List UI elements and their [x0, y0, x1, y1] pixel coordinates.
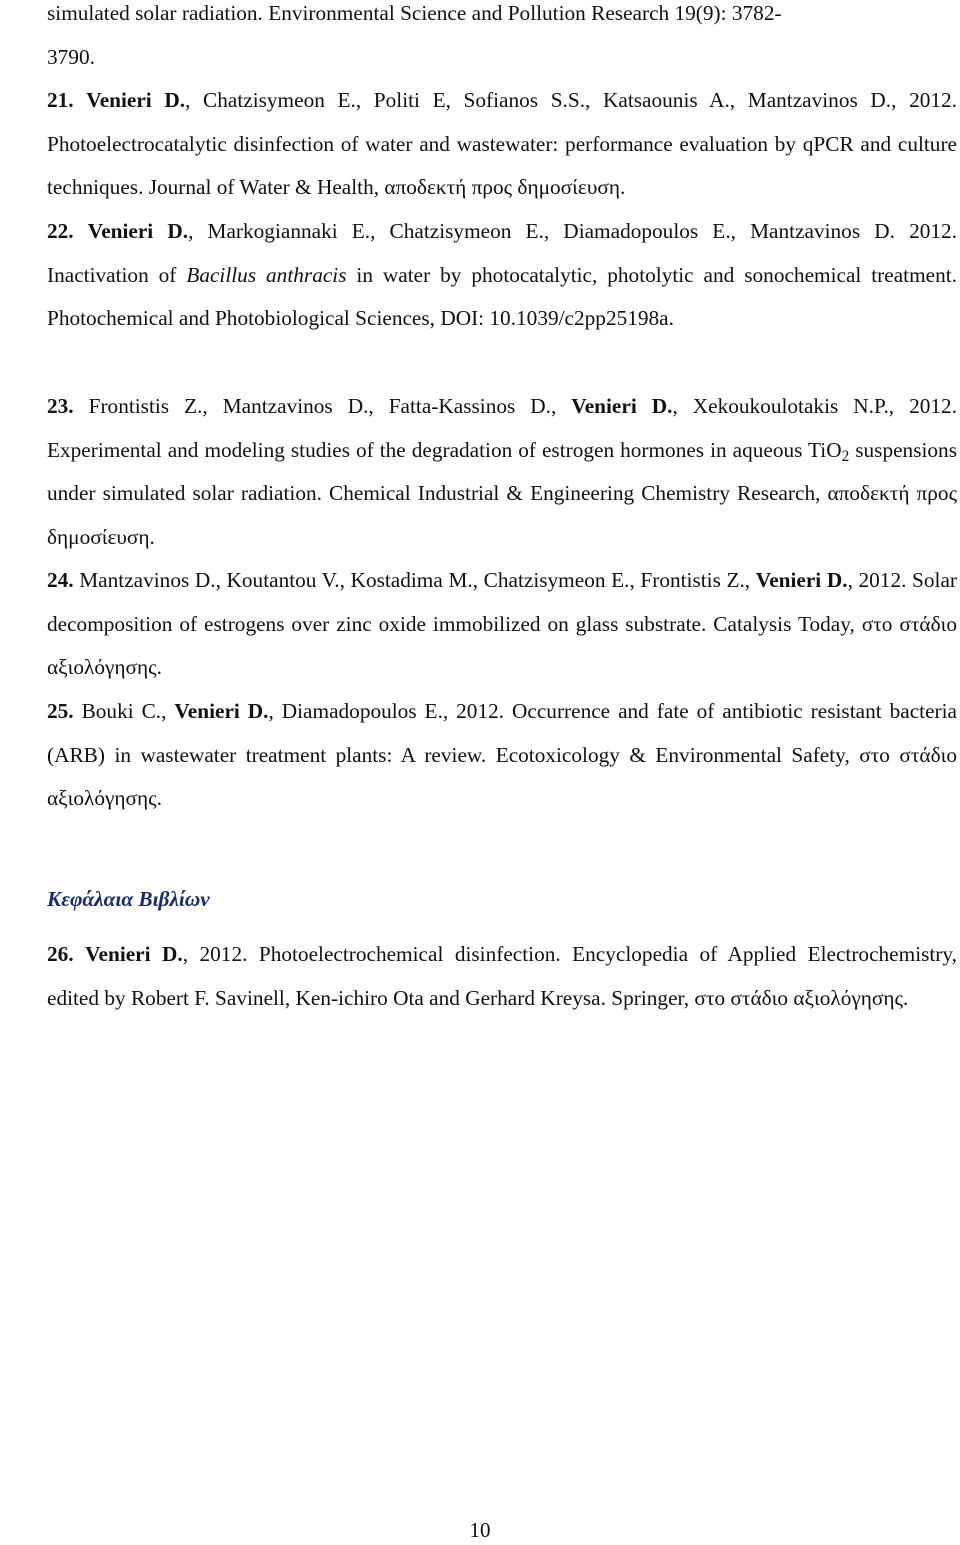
reference-number: 21.	[47, 88, 74, 112]
continuation-line-2: 3790.	[47, 44, 95, 69]
section-heading-book-chapters: Κεφάλαια Βιβλίων	[47, 887, 210, 911]
reference-text	[47, 933, 957, 1020]
reference-body: , 2012. Photoelectrochemical disinfection. Encyclopedia of Applied Electrochemistry, edited by Robert F. Savinell, Ken-ichiro Ota and Gerhard Kreysa. Springer, στο στάδιο αξιολόγησης.	[47, 942, 957, 1010]
highlighted-author: Venieri D.	[87, 219, 189, 243]
reference-text	[47, 79, 957, 210]
highlighted-author: Venieri D.	[571, 394, 673, 418]
reference-continuation	[47, 0, 957, 79]
continuation-text	[47, 0, 957, 79]
reference-body: suspensions under simulated solar radiation. Chemical Industrial & Engineering Chemistry Research, αποδεκτή προς δημοσίευση.	[47, 437, 957, 550]
reference-authors: Mantzavinos D., Koutantou V., Kostadima M., Chatzisymeon E., Frontistis Z.,	[73, 568, 756, 592]
reference-number: 26.	[47, 942, 74, 966]
reference-21	[47, 79, 957, 210]
reference-number: 22.	[47, 219, 74, 243]
highlighted-author: Venieri D.	[85, 942, 183, 966]
reference-body: in water by photocatalytic, photolytic and sonochemical treatment. Photochemical and Photobiological Sciences, DOI: 10.1039/c2pp25198a.	[47, 262, 957, 331]
reference-text	[47, 690, 957, 821]
reference-number: 24.	[47, 568, 74, 592]
reference-22	[47, 210, 957, 341]
reference-23	[47, 385, 957, 560]
reference-body: , 2012. Solar decomposition of estrogens over zinc oxide immobilized on glass substrate. Catalysis Today, στο στάδιο αξιολόγησης.	[47, 568, 957, 680]
reference-25	[47, 690, 957, 821]
reference-text	[47, 385, 957, 560]
reference-text	[47, 559, 957, 690]
highlighted-author: Venieri D.	[755, 568, 848, 592]
reference-body: , Xekoukoulotakis N.P., 2012. Experimental and modeling studies of the degradation of estrogen hormones in aqueous TiO	[47, 394, 957, 462]
reference-24	[47, 559, 957, 690]
reference-body: , Diamadopoulos E., 2012. Occurrence and fate of antibiotic resistant bacteria (ARB) in wastewater treatment plants: A review. Ecotoxicology & Environmental Safety, στο στάδιο αξιολόγησης.	[47, 699, 957, 811]
reference-body: , Chatzisymeon E., Politi E, Sofianos S.S., Katsaounis A., Mantzavinos D., 2012. Photoelectrocatalytic disinfection of water and wastewater: performance evaluation by qPCR and culture techniques. Journal of Water & Health, αποδεκτή προς δημοσίευση.	[47, 88, 957, 200]
reference-authors: Bouki C.,	[73, 699, 175, 723]
reference-text	[47, 210, 957, 341]
page-number: 10	[469, 1518, 491, 1542]
species-name: Bacillus anthracis	[186, 262, 347, 287]
reference-number: 25.	[47, 699, 74, 723]
highlighted-author: Venieri D.	[86, 88, 186, 112]
continuation-line-1: simulated solar radiation. Environmental Science and Pollution Research 19(9): 3782-	[47, 1, 782, 25]
reference-26	[47, 933, 957, 1020]
reference-authors: Frontistis Z., Mantzavinos D., Fatta-Kassinos D.,	[73, 394, 572, 418]
highlighted-author: Venieri D.	[174, 699, 269, 723]
subscript: 2	[841, 447, 850, 465]
reference-number: 23.	[47, 394, 74, 418]
reference-body: , Markogiannaki E., Chatzisymeon E., Diamadopoulos E., Mantzavinos D. 2012. Inactivation of	[47, 219, 957, 287]
